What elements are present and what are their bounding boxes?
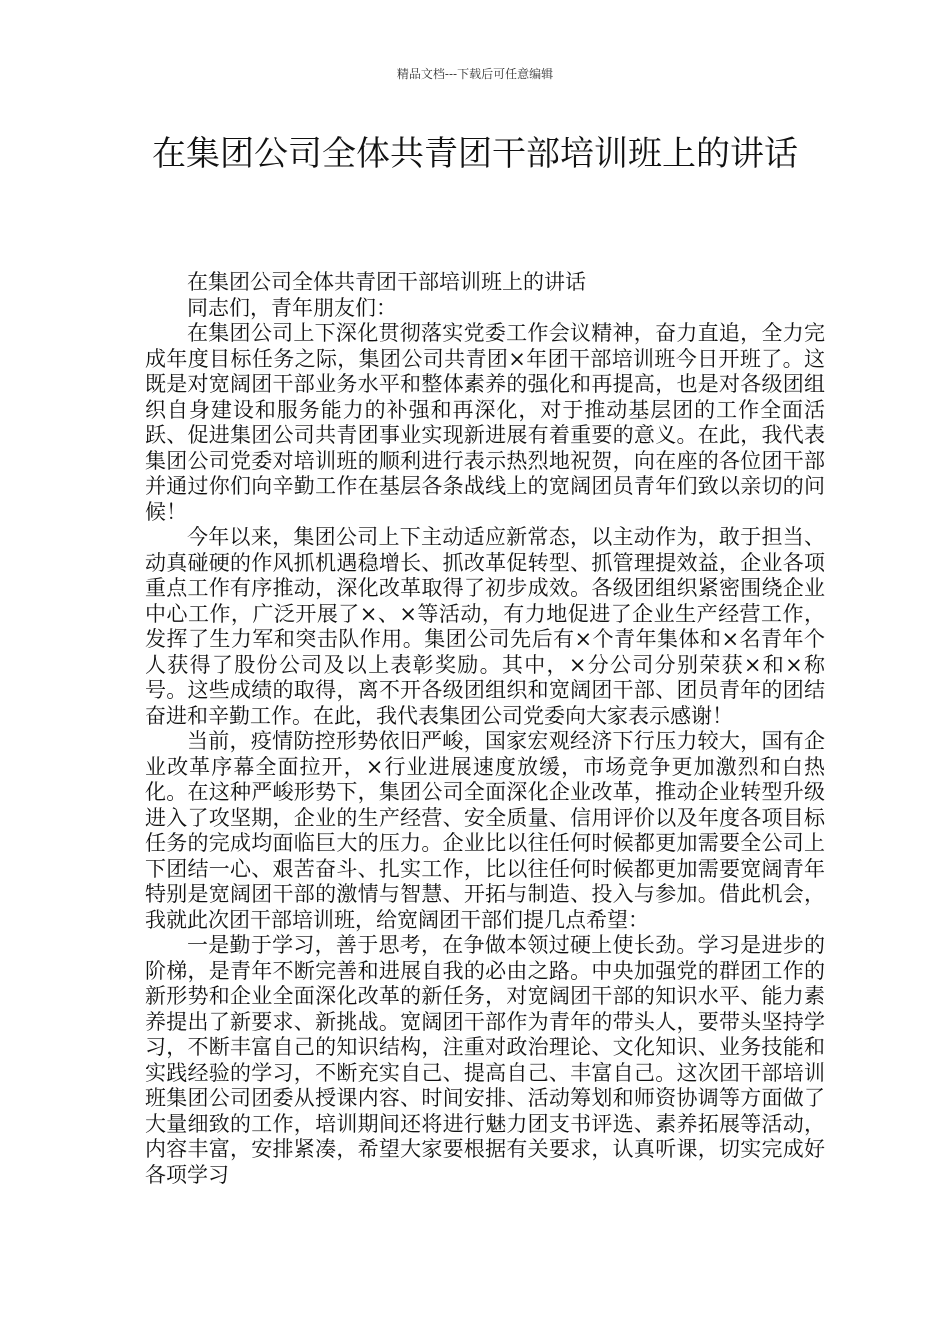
paragraph-3: 当前，疫情防控形势依旧严峻，国家宏观经济下行压力较大，国有企业改革序幕全面拉开，×行业进展速度放缓，市场竞争更加激烈和白热化。在这种严峻形势下，集团公司全面深化企业改革，推动企业转型升级进入了攻坚期，企业的生产经营、安全质量、信用评价以及年度各项目标任务的完成均面临巨大的压力。企业比以往任何时候都更加需要全公司上下团结一心、艰苦奋斗、扎实工作，比以往任何时候都更加需要宽阔青年特别是宽阔团干部的激情与智慧、开拓与制造、投入与参加。借此机会，我就此次团干部培训班，给宽阔团干部们提几点希望： — [145, 729, 825, 932]
document-body — [145, 270, 825, 1188]
document-title: 在集团公司全体共青团干部培训班上的讲话 — [152, 134, 798, 174]
paragraph-2: 今年以来，集团公司上下主动适应新常态，以主动作为，敢于担当、动真碰硬的作风抓机遇稳增长、抓改革促转型、抓管理提效益，企业各项重点工作有序推动，深化改革取得了初步成效。各级团组织紧密围绕企业中心工作，广泛开展了×、×等活动，有力地促进了企业生产经营工作，发挥了生力军和突击队作用。集团公司先后有×个青年集体和×名青年个人获得了股份公司及以上表彰奖励。其中，×分公司分别荣获×和×称号。这些成绩的取得，离不开各级团组织和宽阔团干部、团员青年的团结奋进和辛勤工作。在此，我代表集团公司党委向大家表示感谢！ — [145, 525, 825, 728]
paragraph-4: 一是勤于学习，善于思考，在争做本领过硬上使长劲。学习是进步的阶梯，是青年不断完善和进展自我的必由之路。中央加强党的群团工作的新形势和企业全面深化改革的新任务，对宽阔团干部的知识水平、能力素养提出了新要求、新挑战。宽阔团干部作为青年的带头人，要带头坚持学习，不断丰富自己的知识结构，注重对政治理论、文化知识、业务技能和实践经验的学习，不断充实自己、提高自己、丰富自己。这次团干部培训班集团公司团委从授课内容、时间安排、活动筹划和师资协调等方面做了大量细致的工作，培训期间还将进行魅力团支书评选、素养拓展等活动，内容丰富，安排紧凑，希望大家要根据有关要求，认真听课，切实完成好各项学习 — [145, 933, 825, 1187]
document-subtitle: 在集团公司全体共青团干部培训班上的讲话 — [187, 270, 586, 294]
paragraph-1: 在集团公司上下深化贯彻落实党委工作会议精神，奋力直追，全力完成年度目标任务之际，集团公司共青团×年团干部培训班今日开班了。这既是对宽阔团干部业务水平和整体素养的强化和再提高，也是对各级团组织自身建设和服务能力的补强和再深化，对于推动基层团的工作全面活跃、促进集团公司共青团事业实现新进展有着重要的意义。在此，我代表集团公司党委对培训班的顺利进行表示热烈地祝贺，向在座的各位团干部并通过你们向辛勤工作在基层各条战线上的宽阔团员青年们致以亲切的问候！ — [145, 321, 825, 524]
greeting: 同志们，青年朋友们： — [187, 295, 397, 320]
header-note: 精品文档---下载后可任意编辑 — [396, 67, 554, 81]
